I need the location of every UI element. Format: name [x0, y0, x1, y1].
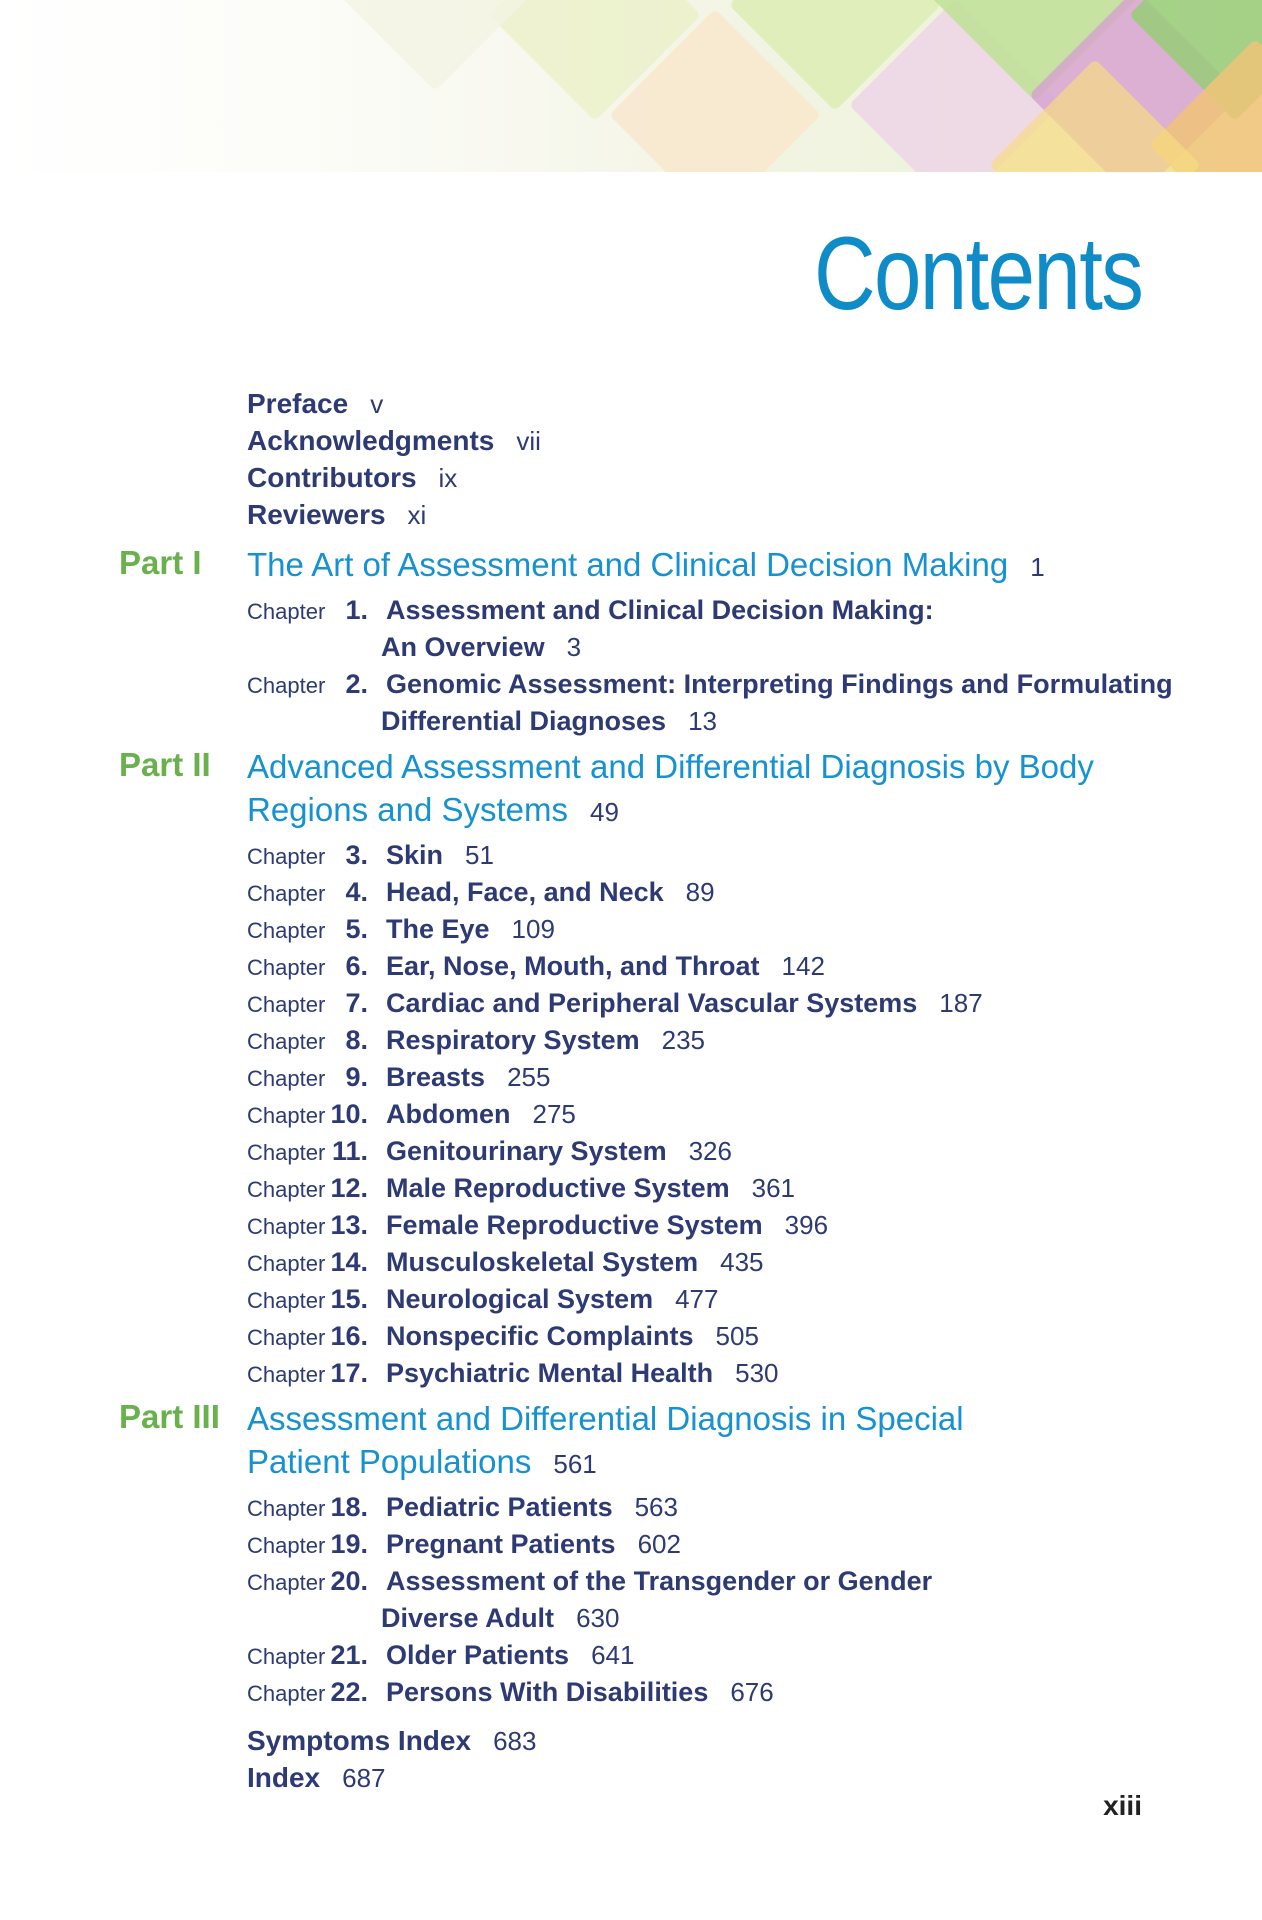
chapter-entry[interactable] — [247, 1355, 779, 1392]
chapter-title: Neurological System — [386, 1284, 654, 1314]
part-label: Part III — [119, 1398, 220, 1435]
chapter-title: Persons With Disabilities — [386, 1677, 709, 1707]
front-matter-list — [247, 385, 541, 533]
chapter-title: Psychiatric Mental Health — [386, 1358, 714, 1388]
chapter-word: Chapter — [247, 1103, 326, 1128]
chapter-title: Older Patients — [386, 1640, 570, 1670]
chapter-entry[interactable] — [247, 837, 494, 874]
chapter-page: 235 — [661, 1025, 706, 1055]
chapter-page: 13 — [688, 706, 717, 736]
chapter-page: 530 — [735, 1358, 779, 1388]
chapter-word: Chapter — [247, 1214, 326, 1239]
chapter-number: 1. — [345, 595, 368, 625]
chapter-number: 13. — [330, 1210, 368, 1240]
chapter-title-line2: Diverse Adult — [381, 1603, 555, 1633]
chapter-title: Skin — [386, 840, 444, 870]
chapter-page: 187 — [939, 988, 983, 1018]
chapter-title-continued[interactable] — [381, 1600, 619, 1637]
chapter-page: 89 — [685, 877, 715, 907]
chapter-number: 21. — [330, 1640, 368, 1670]
toc-entry-title: Index — [247, 1762, 321, 1793]
chapter-title: Assessment of the Transgender or Gender — [386, 1566, 933, 1596]
chapter-word: Chapter — [247, 673, 326, 698]
chapter-entry[interactable] — [247, 1318, 759, 1355]
chapter-page: 109 — [511, 914, 555, 944]
chapter-title: Male Reproductive System — [386, 1173, 730, 1203]
chapter-word: Chapter — [247, 992, 326, 1017]
toc-entry[interactable] — [247, 496, 541, 533]
chapter-page: 3 — [566, 632, 582, 662]
chapter-number: 3. — [345, 840, 368, 870]
chapter-page: 255 — [507, 1062, 551, 1092]
chapter-entry[interactable] — [247, 1563, 932, 1600]
toc-entry-page: ix — [438, 463, 458, 493]
chapter-title: Genomic Assessment: Interpreting Findings and Formulating — [386, 669, 1173, 699]
chapter-word: Chapter — [247, 1066, 326, 1091]
chapter-page: 505 — [715, 1321, 759, 1351]
chapter-entry[interactable] — [247, 666, 1173, 703]
chapter-title: Breasts — [386, 1062, 486, 1092]
chapter-page: 477 — [675, 1284, 719, 1314]
chapter-word: Chapter — [247, 1288, 326, 1313]
chapter-number: 5. — [345, 914, 368, 944]
chapter-word: Chapter — [247, 1496, 326, 1521]
chapter-entry[interactable] — [247, 1133, 732, 1170]
toc-entry[interactable] — [247, 422, 541, 459]
chapter-title-continued[interactable] — [381, 703, 717, 740]
toc-entry[interactable] — [247, 459, 541, 496]
chapter-page: 142 — [781, 951, 825, 981]
toc-entry[interactable] — [247, 1722, 536, 1759]
chapter-entry[interactable] — [247, 874, 715, 911]
chapter-number: 14. — [330, 1247, 368, 1277]
chapter-entry[interactable] — [247, 1207, 828, 1244]
part-title-text: Assessment and Differential Diagnosis in Special — [247, 1400, 964, 1437]
chapter-page: 361 — [751, 1173, 796, 1203]
chapter-number: 12. — [330, 1173, 368, 1203]
chapter-page: 563 — [634, 1492, 678, 1522]
chapter-title: The Eye — [386, 914, 490, 944]
chapter-word: Chapter — [247, 1681, 326, 1706]
toc-entry-title: Contributors — [247, 462, 417, 493]
chapter-word: Chapter — [247, 1325, 326, 1350]
chapter-page: 275 — [532, 1099, 576, 1129]
chapter-word: Chapter — [247, 1029, 326, 1054]
part-title-text-line2: Patient Populations — [247, 1443, 532, 1480]
chapter-entry[interactable] — [247, 1637, 634, 1674]
chapter-number: 20. — [330, 1566, 368, 1596]
part-title[interactable] — [247, 745, 1107, 834]
chapter-entry[interactable] — [247, 948, 825, 985]
chapter-entry[interactable] — [247, 911, 555, 948]
chapter-number: 18. — [330, 1492, 368, 1522]
chapter-number: 6. — [345, 951, 368, 981]
chapter-word: Chapter — [247, 1177, 326, 1202]
chapter-entry[interactable] — [247, 1096, 576, 1133]
chapter-page: 676 — [730, 1677, 774, 1707]
toc-entry[interactable] — [247, 385, 541, 422]
chapter-number: 8. — [345, 1025, 368, 1055]
toc-entry-page: xi — [407, 500, 427, 530]
toc-entry[interactable] — [247, 1759, 536, 1796]
toc-entry-title: Symptoms Index — [247, 1725, 472, 1756]
page-number: xiii — [1103, 1790, 1142, 1821]
chapter-word: Chapter — [247, 1644, 326, 1669]
chapter-title: Head, Face, and Neck — [386, 877, 664, 907]
part-label: Part II — [119, 746, 211, 783]
chapter-word: Chapter — [247, 1140, 326, 1165]
toc-entry-page: v — [370, 389, 384, 419]
chapter-title: Assessment and Clinical Decision Making: — [386, 595, 934, 625]
toc-entry-title: Acknowledgments — [247, 425, 495, 456]
chapter-entry[interactable] — [247, 1022, 705, 1059]
part-title[interactable] — [247, 1397, 1107, 1486]
chapter-number: 16. — [330, 1321, 368, 1351]
chapter-title: Female Reproductive System — [386, 1210, 763, 1240]
page-title: Contents — [813, 216, 1142, 332]
chapter-number: 11. — [331, 1136, 368, 1166]
chapter-title: Pregnant Patients — [386, 1529, 616, 1559]
chapter-entry[interactable] — [247, 592, 934, 629]
chapter-title: Genitourinary System — [386, 1136, 667, 1166]
part-label: Part I — [119, 544, 202, 581]
chapter-word: Chapter — [247, 1362, 326, 1387]
part-title-text: Advanced Assessment and Differential Diagnosis by Body — [247, 748, 1094, 785]
chapter-word: Chapter — [247, 599, 326, 624]
chapter-page: 326 — [688, 1136, 732, 1166]
chapter-word: Chapter — [247, 918, 326, 943]
chapter-entry[interactable] — [247, 1489, 678, 1526]
part-title-text: The Art of Assessment and Clinical Decision Making — [247, 546, 1009, 583]
chapter-word: Chapter — [247, 955, 326, 980]
toc-entry-title: Reviewers — [247, 499, 386, 530]
chapter-page: 51 — [465, 840, 494, 870]
chapter-page: 396 — [784, 1210, 829, 1240]
chapter-number: 10. — [330, 1099, 368, 1129]
chapter-page: 630 — [576, 1603, 620, 1633]
chapter-number: 17. — [330, 1358, 368, 1388]
chapter-title: Musculoskeletal System — [386, 1247, 699, 1277]
chapter-entry[interactable] — [247, 1059, 550, 1096]
chapter-word: Chapter — [247, 881, 326, 906]
chapter-title: Respiratory System — [386, 1025, 640, 1055]
chapter-number: 22. — [330, 1677, 368, 1707]
chapter-title-line2: An Overview — [381, 632, 545, 662]
chapter-title: Pediatric Patients — [386, 1492, 613, 1522]
chapter-entry[interactable] — [247, 1674, 774, 1711]
chapter-page: 602 — [637, 1529, 681, 1559]
toc-entry-page: 683 — [493, 1726, 537, 1756]
chapter-number: 9. — [345, 1062, 368, 1092]
chapter-title: Ear, Nose, Mouth, and Throat — [386, 951, 760, 981]
part-page: 49 — [590, 797, 619, 827]
chapter-word: Chapter — [247, 1570, 326, 1595]
back-matter-list — [247, 1722, 536, 1796]
chapter-page: 641 — [591, 1640, 635, 1670]
chapter-title-line2: Differential Diagnoses — [381, 706, 667, 736]
part-title-text-line2: Regions and Systems — [247, 791, 568, 828]
chapter-word: Chapter — [247, 1533, 326, 1558]
chapter-title-continued[interactable] — [381, 629, 581, 666]
part-page: 561 — [553, 1449, 597, 1479]
chapter-title: Abdomen — [386, 1099, 511, 1129]
chapter-number: 7. — [345, 988, 368, 1018]
chapter-number: 2. — [345, 669, 368, 699]
chapter-number: 19. — [330, 1529, 368, 1559]
decorative-banner — [0, 0, 1262, 172]
chapter-number: 15. — [330, 1284, 368, 1314]
chapter-entry[interactable] — [247, 1244, 764, 1281]
part-title[interactable] — [247, 543, 1107, 589]
chapter-page: 435 — [720, 1247, 764, 1277]
toc-entry-page: vii — [516, 426, 541, 456]
chapter-entry[interactable] — [247, 985, 983, 1022]
chapter-word: Chapter — [247, 844, 326, 869]
chapter-title: Cardiac and Peripheral Vascular Systems — [386, 988, 918, 1018]
toc-entry-title: Preface — [247, 388, 349, 419]
part-page: 1 — [1030, 552, 1045, 582]
chapter-entry[interactable] — [247, 1281, 718, 1318]
chapter-entry[interactable] — [247, 1170, 795, 1207]
chapter-entry[interactable] — [247, 1526, 681, 1563]
chapter-word: Chapter — [247, 1251, 326, 1276]
toc-entry-page: 687 — [342, 1763, 386, 1793]
chapter-title: Nonspecific Complaints — [386, 1321, 694, 1351]
chapter-number: 4. — [345, 877, 368, 907]
